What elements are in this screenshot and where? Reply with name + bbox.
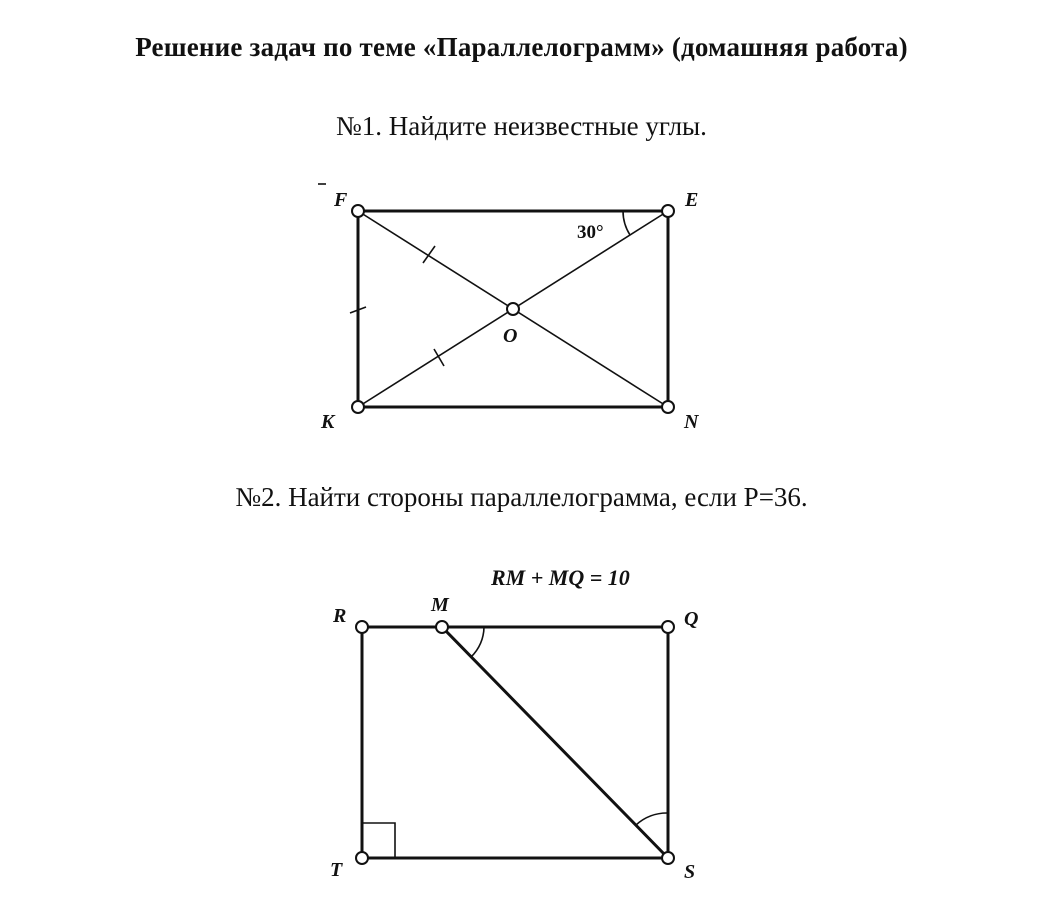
label-m: M <box>431 594 449 616</box>
label-r: R <box>333 605 347 627</box>
label-o: O <box>503 325 518 347</box>
point-n <box>662 401 674 413</box>
point-s <box>662 852 674 864</box>
task-1-statement: №1. Найдите неизвестные углы. <box>336 111 707 141</box>
label-e: E <box>685 189 699 211</box>
right-angle-marker <box>362 823 395 858</box>
figure-1-rectangle <box>0 170 1043 440</box>
point-k <box>352 401 364 413</box>
point-r <box>356 621 368 633</box>
page-title: Решение задач по теме «Параллелограмм» (домашняя работа) <box>135 32 908 62</box>
tick-mark-fo <box>423 246 435 263</box>
point-f <box>352 205 364 217</box>
label-t: T <box>330 859 343 881</box>
point-o <box>507 303 519 315</box>
task-2-statement: №2. Найти стороны параллелограмма, если Р=36. <box>235 482 808 512</box>
label-f: F <box>334 189 348 211</box>
angle-arc-m <box>471 627 484 657</box>
angle-arc-s <box>636 813 668 825</box>
point-e <box>662 205 674 217</box>
angle-label: 30° <box>577 222 604 243</box>
point-t <box>356 852 368 864</box>
figure-2-rectangle <box>0 555 1043 900</box>
segment-ms <box>442 627 668 858</box>
label-n: N <box>684 411 699 433</box>
angle-arc-e <box>623 211 630 235</box>
point-q <box>662 621 674 633</box>
label-k: K <box>321 411 335 433</box>
equation-label: RM + MQ = 10 <box>491 565 630 590</box>
label-s: S <box>684 861 696 883</box>
label-q: Q <box>684 608 699 630</box>
point-m <box>436 621 448 633</box>
